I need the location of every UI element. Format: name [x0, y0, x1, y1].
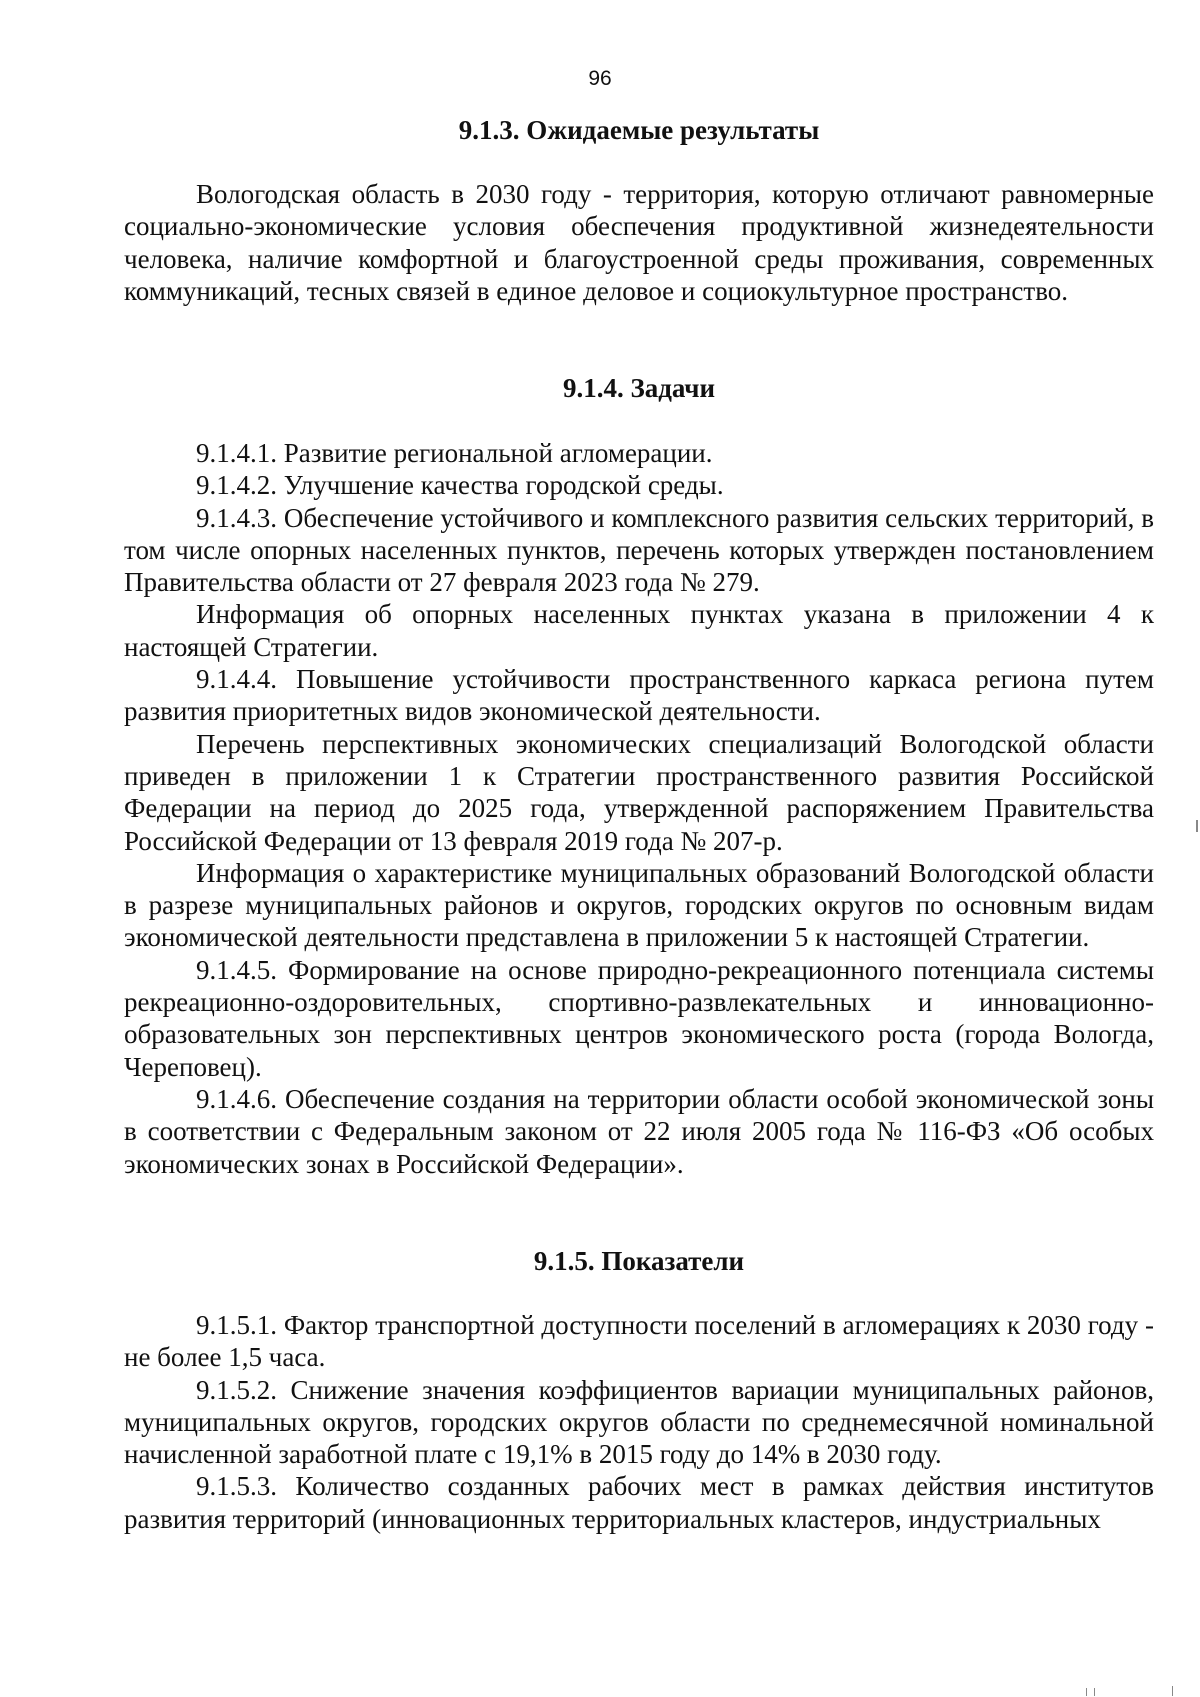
paragraph: Перечень перспективных экономических специализаций Вологодской области приведен в приложении 1 к Стратегии пространственного развития Российской Федерации на период до 2025 года, утвержденной распоряжением Правительства Российской Федерации от 13 февраля 2019 года № 207-р. [124, 728, 1154, 856]
scan-mark [1172, 1686, 1173, 1696]
heading-expected-results: 9.1.3. Ожидаемые результаты [458, 115, 820, 145]
paragraph: 9.1.4.1. Развитие региональной агломерации. [196, 438, 713, 468]
paragraph: 9.1.5.3. Количество созданных рабочих мест в рамках действия институтов развития территорий (инновационных территориальных кластеров, индустриальных [124, 1471, 1154, 1534]
paragraph: 9.1.4.5. Формирование на основе природно-рекреационного потенциала системы рекреационно-оздоровительных, спортивно-развлекательных и инновационно-образовательных зон перспективных центров экономического роста (города Вологда, Череповец). [124, 954, 1154, 1082]
tasks-section-body [124, 437, 1154, 1180]
paragraph: Информация о характеристике муниципальных образований Вологодской области в разрезе муниципальных районов и округов, городских округов по основным видам экономической деятельности представлена в приложении 5 к настоящей Стратегии. [124, 857, 1154, 953]
paragraph: 9.1.4.3. Обеспечение устойчивого и комплексного развития сельских территорий, в том числе опорных населенных пунктов, перечень которых утвержден постановлением Правительства области от 27 февраля 2023 года № 279. [124, 502, 1154, 598]
scan-mark [1196, 820, 1198, 832]
indicators-section-body [124, 1309, 1154, 1535]
page-number: 96 [588, 67, 612, 90]
heading-tasks: 9.1.4. Задачи [562, 373, 716, 403]
paragraph: Вологодская область в 2030 году - территория, которую отличают равномерные социально-экономические условия обеспечения продуктивной жизнедеятельности человека, наличие комфортной и благоустроенной среды проживания, современных коммуникаций, тесных связей в единое деловое и социокультурное пространство. [124, 179, 1154, 306]
heading-indicators: 9.1.5. Показатели [533, 1246, 745, 1276]
paragraph: 9.1.4.4. Повышение устойчивости пространственного каркаса региона путем развития приоритетных видов экономической деятельности. [124, 664, 1154, 727]
paragraph: 9.1.5.1. Фактор транспортной доступности поселений в агломерациях к 2030 году - не более 1,5 часа. [124, 1310, 1154, 1373]
paragraph: 9.1.5.2. Снижение значения коэффициентов вариации муниципальных районов, муниципальных округов, городских округов области по среднемесячной номинальной начисленной заработной плате с 19,1% в 2015 году до 14% в 2030 году. [124, 1374, 1154, 1470]
paragraph: 9.1.4.6. Обеспечение создания на территории области особой экономической зоны в соответствии с Федеральным законом от 22 июля 2005 года № 116-ФЗ «Об особых экономических зонах в Российской Федерации». [124, 1083, 1154, 1179]
paragraph: Информация об опорных населенных пунктах указана в приложении 4 к настоящей Стратегии. [124, 599, 1154, 662]
scan-mark [1094, 1688, 1095, 1696]
results-section-body [124, 178, 1154, 307]
paragraph: 9.1.4.2. Улучшение качества городской среды. [196, 470, 724, 501]
scan-mark [1086, 1688, 1087, 1696]
